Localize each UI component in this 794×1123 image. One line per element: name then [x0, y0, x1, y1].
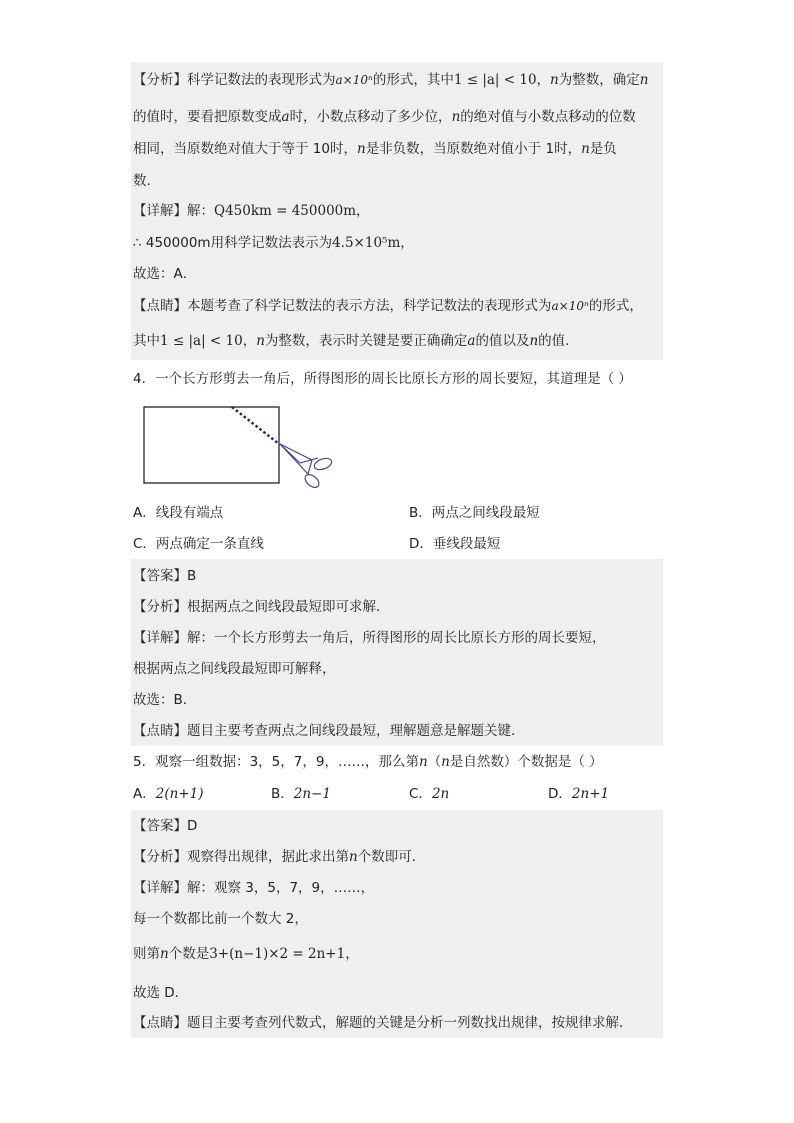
q3-comment-line-2: 其中1 ≤ |a| < 10，n为整数，表示时关键是要正确确定a的值以及n的值.: [133, 333, 570, 349]
q4-option-c: C．两点确定一条直线: [133, 536, 264, 552]
q3-analysis-label: 【分析】: [133, 72, 187, 88]
q5-option-a: A．2(n+1): [133, 786, 204, 802]
q3-analysis-line-1: 【分析】科学记数法的表现形式为a×10ⁿ的形式，其中1 ≤ |a| < 10，n为整数，确定n: [133, 72, 649, 88]
q5-option-d: D．2n+1: [548, 786, 610, 802]
q3-analysis-line-2: 的值时，要看把原数变成a时，小数点移动了多少位，n的绝对值与小数点移动的位数: [133, 109, 636, 125]
q3-analysis-line-3: 相同，当原数绝对值大于等于 10时，n是非负数，当原数绝对值小于 1时，n是负: [133, 141, 617, 157]
q5-detail-line-2: 每一个数都比前一个数大 2，: [133, 911, 308, 927]
q4-detail-label: 【详解】: [133, 630, 187, 646]
q3-comment-line-1: 【点睛】本题考查了科学记数法的表示方法，科学记数法的表现形式为a×10ⁿ的形式，: [133, 298, 643, 314]
q4-answer-label: 【答案】: [133, 568, 187, 584]
q5-analysis: 【分析】观察得出规律，据此求出第n个数即可．: [133, 849, 426, 865]
q4-comment-label: 【点睛】: [133, 723, 187, 739]
q5-detail-line-1: 【详解】解：观察 3，5，7，9，……，: [133, 880, 375, 896]
q4-solution-block: [131, 559, 663, 746]
q3-detail-line-3: 故选：A．: [133, 266, 197, 282]
q3-detail-label: 【详解】: [133, 203, 187, 219]
q4-comment: 【点睛】题目主要考查两点之间线段最短，理解题意是解题关键．: [133, 723, 525, 739]
q4-option-a: A．线段有端点: [133, 505, 224, 521]
q4-detail-line-3: 故选：B．: [133, 692, 197, 708]
q5-comment-label: 【点睛】: [133, 1015, 187, 1031]
q5-stem: 5．观察一组数据：3，5，7，9，……，那么第n（n是自然数）个数据是（ ）: [133, 754, 603, 770]
q3-detail-line-1: 【详解】解：Q450km = 450000m，: [133, 203, 370, 219]
q4-analysis-label: 【分析】: [133, 599, 187, 615]
q5-detail-line-3: 则第n个数是3+(n−1)×2 = 2n+1，: [133, 946, 359, 962]
rectangle-shape: [144, 407, 279, 483]
q5-comment: 【点睛】题目主要考查列代数式，解题的关键是分析一列数找出规律，按规律求解．: [133, 1015, 633, 1031]
q4-stem: 4．一个长方形剪去一角后，所得图形的周长比原长方形的周长要短，其道理是（ ）: [133, 371, 632, 387]
q4-detail-line-2: 根据两点之间线段最短即可解释，: [133, 661, 336, 677]
q5-detail-line-4: 故选 D．: [133, 985, 189, 1001]
q4-answer: 【答案】B: [133, 568, 197, 584]
q4-figure: [140, 400, 350, 500]
q3-analysis-line-4: 数.: [133, 173, 151, 189]
q4-analysis: 【分析】根据两点之间线段最短即可求解．: [133, 599, 390, 615]
scissors-icon: [280, 444, 333, 490]
q5-option-c: C．2n: [409, 786, 450, 802]
q5-analysis-label: 【分析】: [133, 849, 187, 865]
q5-answer-label: 【答案】: [133, 818, 187, 834]
q5-detail-label: 【详解】: [133, 880, 187, 896]
q4-option-d: D．垂线段最短: [409, 536, 501, 552]
cut-line-dotted: [232, 407, 279, 444]
q3-comment-label: 【点睛】: [133, 298, 187, 314]
q4-detail-line-1: 【详解】解：一个长方形剪去一角后，所得图形的周长比原长方形的周长要短，: [133, 630, 606, 646]
q5-answer: 【答案】D: [133, 818, 198, 834]
q5-option-b: B．2n−1: [271, 786, 331, 802]
q3-detail-line-2: ∴ 450000m用科学记数法表示为4.5×10⁵m，: [133, 235, 414, 251]
q4-option-b: B．两点之间线段最短: [409, 505, 540, 521]
